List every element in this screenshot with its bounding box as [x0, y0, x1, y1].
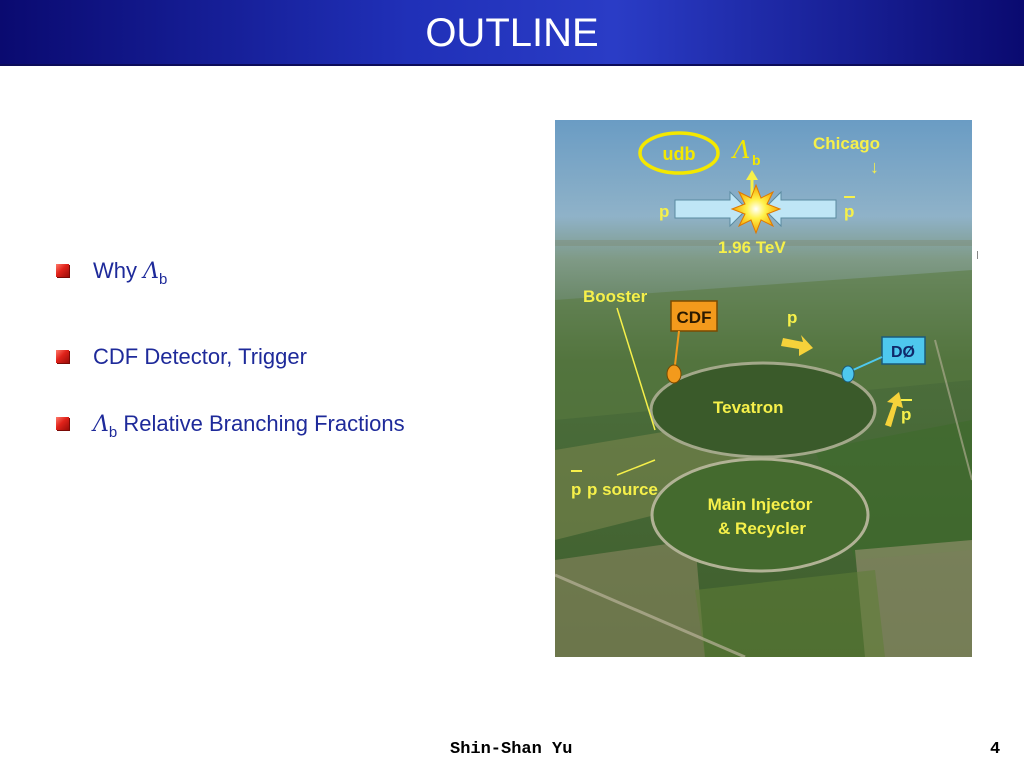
antiproton-label-ring: p — [901, 405, 912, 424]
proton-label-ring: p — [787, 308, 798, 327]
udb-label: udb — [662, 144, 696, 164]
recycler-label: & Recycler — [718, 519, 806, 538]
bullet-text-post: Relative Branching Fractions — [117, 411, 405, 436]
lambda-subscript: b — [159, 271, 168, 288]
pbar-source-p: p — [571, 480, 582, 499]
footer-author: Shin-Shan Yu — [450, 740, 573, 759]
bullet-marker-icon — [56, 417, 69, 430]
d0-label: DØ — [891, 344, 915, 361]
bullet-text: CDF Detector, Trigger — [93, 344, 307, 369]
d0-marker — [842, 366, 854, 382]
bullet-marker-icon — [56, 264, 69, 277]
cdf-label: CDF — [676, 308, 712, 327]
lambda-sub-label: b — [752, 152, 761, 168]
bullet-text — [93, 411, 405, 441]
main-injector-label: Main Injector — [707, 495, 813, 514]
energy-label: 1.96 TeV — [718, 238, 786, 257]
lambda-symbol: Λ — [143, 259, 160, 284]
pbar-source-label: p source — [587, 480, 658, 499]
fermilab-aerial-figure — [555, 120, 972, 657]
lambda-symbol: Λ — [93, 412, 109, 437]
main-injector-ring — [652, 459, 868, 571]
cdf-marker — [667, 365, 681, 383]
bullet-marker-icon — [56, 350, 69, 363]
lambda-subscript: b — [108, 424, 118, 441]
tevatron-label: Tevatron — [713, 398, 784, 417]
proton-label: p — [659, 202, 670, 221]
divider-tick — [977, 251, 978, 259]
chicago-arrow-icon: ↓ — [870, 157, 879, 177]
antiproton-label: p — [844, 202, 855, 221]
bullet-text — [93, 258, 167, 288]
slide-title: OUTLINE — [425, 11, 599, 55]
bullet-text-pre: Why — [93, 258, 144, 283]
collision-burst-icon — [732, 185, 780, 233]
chicago-label: Chicago — [813, 134, 881, 153]
lambda-label: Λ — [733, 136, 751, 164]
page-number: 4 — [990, 740, 1001, 759]
booster-label: Booster — [583, 287, 648, 306]
